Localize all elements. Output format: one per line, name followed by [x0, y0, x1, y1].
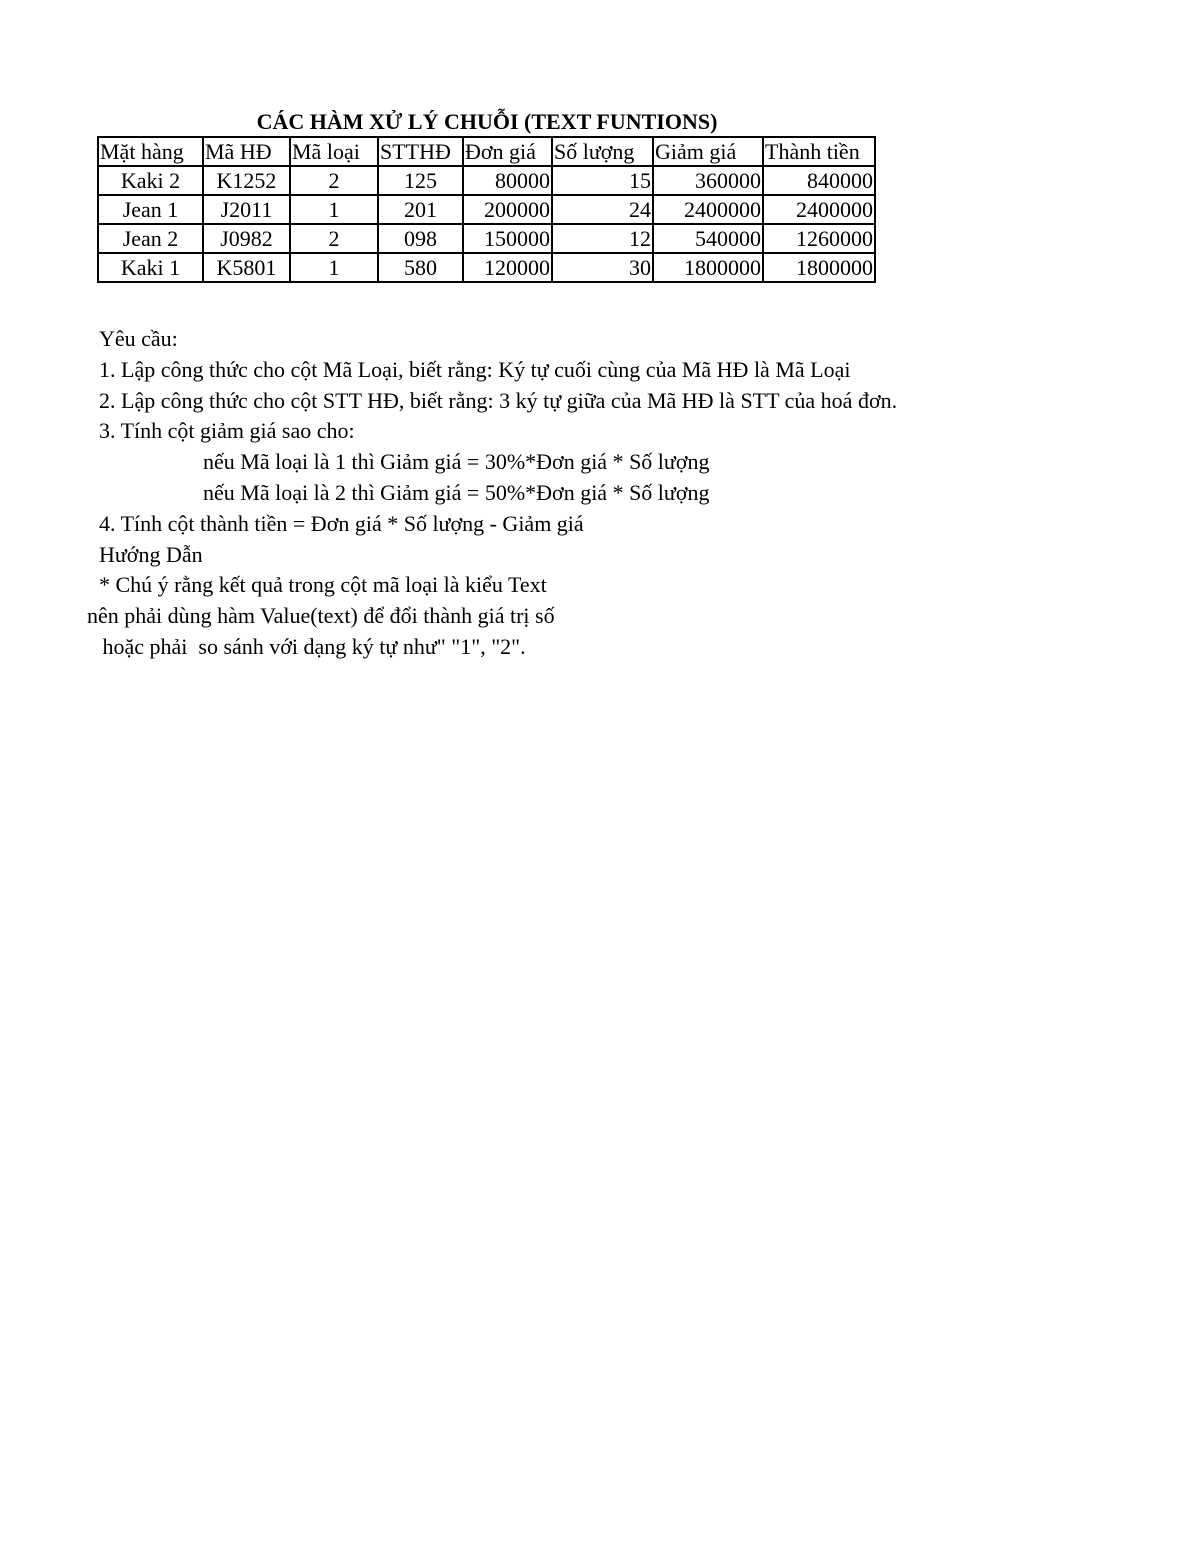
- table-row: [98, 195, 875, 224]
- table-row: [98, 253, 875, 282]
- cell-stthd: 098: [378, 224, 463, 253]
- table-row: [98, 166, 875, 195]
- cell-mat-hang: Jean 2: [98, 224, 203, 253]
- cell-giam-gia: 1800000: [653, 253, 763, 282]
- cell-ma-loai: 2: [290, 166, 378, 195]
- cell-thanh-tien: 1800000: [763, 253, 875, 282]
- requirement-3a: nếu Mã loại là 1 thì Giảm giá = 30%*Đơn giá * Số lượng: [203, 449, 710, 475]
- cell-thanh-tien: 840000: [763, 166, 875, 195]
- cell-so-luong: 24: [552, 195, 653, 224]
- requirements-heading: Yêu cầu:: [99, 326, 178, 351]
- page-title: CÁC HÀM XỬ LÝ CHUỖI (TEXT FUNTIONS): [256, 109, 718, 134]
- cell-ma-hd: J2011: [203, 195, 290, 224]
- cell-stthd: 580: [378, 253, 463, 282]
- cell-ma-hd: J0982: [203, 224, 290, 253]
- cell-thanh-tien: 1260000: [763, 224, 875, 253]
- cell-so-luong: 30: [552, 253, 653, 282]
- cell-ma-hd: K1252: [203, 166, 290, 195]
- requirement-3: 3. Tính cột giảm giá sao cho:: [99, 418, 355, 444]
- cell-mat-hang: Kaki 2: [98, 166, 203, 195]
- cell-giam-gia: 360000: [653, 166, 763, 195]
- header-don-gia: Đơn giá: [463, 137, 552, 166]
- cell-giam-gia: 2400000: [653, 195, 763, 224]
- header-mat-hang: Mặt hàng: [98, 137, 203, 166]
- guide-heading: Hướng Dẫn: [99, 541, 203, 567]
- cell-don-gia: 80000: [463, 166, 552, 195]
- header-giam-gia: Giảm giá: [653, 137, 763, 166]
- cell-mat-hang: Jean 1: [98, 195, 203, 224]
- cell-stthd: 201: [378, 195, 463, 224]
- guide-line-1: * Chú ý rằng kết quả trong cột mã loại là kiểu Text: [99, 572, 547, 598]
- requirement-4: 4. Tính cột thành tiền = Đơn giá * Số lượng - Giảm giá: [99, 510, 584, 536]
- cell-so-luong: 15: [552, 166, 653, 195]
- cell-ma-loai: 1: [290, 195, 378, 224]
- cell-don-gia: 120000: [463, 253, 552, 282]
- header-ma-loai: Mã loại: [290, 137, 378, 166]
- header-stthd: STTHĐ: [378, 137, 463, 166]
- header-so-luong: Số lượng: [552, 137, 653, 166]
- cell-ma-hd: K5801: [203, 253, 290, 282]
- cell-don-gia: 200000: [463, 195, 552, 224]
- requirement-3b: nếu Mã loại là 2 thì Giảm giá = 50%*Đơn giá * Số lượng: [203, 479, 710, 505]
- cell-so-luong: 12: [552, 224, 653, 253]
- requirement-2: 2. Lập công thức cho cột STT HĐ, biết rằng: 3 ký tự giữa của Mã HĐ là STT của hoá đơn.: [99, 387, 898, 413]
- table-row: [98, 224, 875, 253]
- guide-line-2: nên phải dùng hàm Value(text) để đổi thành giá trị số: [87, 603, 555, 629]
- table-header-row: [98, 137, 875, 166]
- cell-mat-hang: Kaki 1: [98, 253, 203, 282]
- requirement-1: 1. Lập công thức cho cột Mã Loại, biết rằng: Ký tự cuối cùng của Mã HĐ là Mã Loại: [99, 356, 851, 382]
- cell-giam-gia: 540000: [653, 224, 763, 253]
- cell-don-gia: 150000: [463, 224, 552, 253]
- cell-ma-loai: 2: [290, 224, 378, 253]
- guide-line-3: hoặc phải so sánh với dạng ký tự như" "1", "2".: [97, 633, 526, 659]
- header-ma-hd: Mã HĐ: [203, 137, 290, 166]
- cell-thanh-tien: 2400000: [763, 195, 875, 224]
- header-thanh-tien: Thành tiền: [763, 137, 875, 166]
- requirements-section: [87, 324, 898, 663]
- data-table: [97, 136, 876, 283]
- cell-stthd: 125: [378, 166, 463, 195]
- cell-ma-loai: 1: [290, 253, 378, 282]
